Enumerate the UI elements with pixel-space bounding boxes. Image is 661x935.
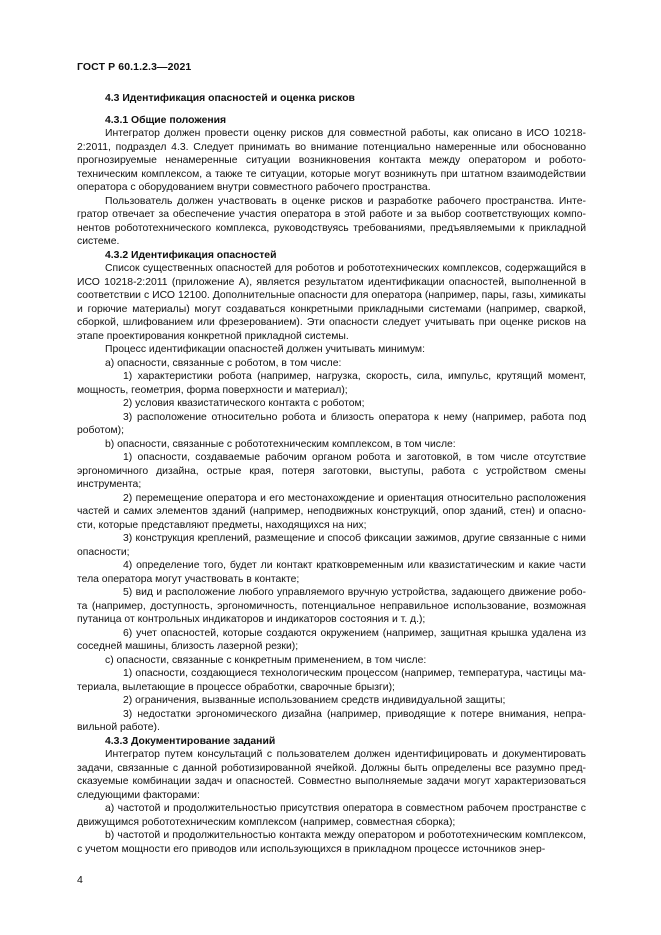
list-item: а) опасности, связанные с роботом, в том числе: bbox=[105, 357, 342, 369]
list-subitem: 3) недостатки эргономического дизайна (например, приводящие к потере внимания, неправильной работе). bbox=[77, 708, 586, 733]
list-subitem: 6) учет опасностей, которые создаются окружением (например, защитная крышка удалена из соседней машины, близость лазерной резки); bbox=[77, 627, 586, 652]
list-subitem: 2) ограничения, вызванные использованием средств индивидуальной защиты; bbox=[123, 695, 506, 706]
paragraph: Пользователь должен участвовать в оценке рисков и разработке рабочего пространства. Интегратор отвечает за обеспечение участия оператора в этой работе и за выбор соответствующих компонентов робототехнического комплекса, руководствуясь требованиями, предъявляемыми к прикладной системе. bbox=[77, 195, 586, 247]
list-subitem: 1) опасности, создаваемые рабочим органом робота и заготовкой, в том числе отсутствие эргономичного дизайна, острые края, потеря заготовки, выступы, работа с устройством смены инструмента; bbox=[77, 452, 586, 490]
list-subitem: 3) конструкция креплений, размещение и способ фиксации зажимов, другие связанные с ними опасности; bbox=[77, 533, 586, 558]
list-subitem: 4) определение того, будет ли контакт кратковременным или квазистатическим и какие части тела оператора могут участвовать в контакте; bbox=[77, 560, 586, 585]
paragraph: Интегратор путем консультаций с пользователем должен идентифицировать и документировать задачи, связанные с данной роботизированной ячейкой. Должны быть определены все разумно предсказуемые комбинации задач и опасностей. Совместно выполняемые задачи могут характеризоваться следующими факторами: bbox=[77, 749, 586, 801]
list-item: c) опасности, связанные с конкретным применением, в том числе: bbox=[105, 654, 427, 666]
subsection-heading-4-3-1: 4.3.1 Общие положения bbox=[105, 114, 227, 126]
page-number: 4 bbox=[77, 874, 83, 886]
paragraph: Список существенных опасностей для роботов и робототехнических комплексов, содержащийся в ИСО 10218-2:2011 (приложение А), является результатом идентификации опасностей, выполненной в соответствии с ИСО 12100. Дополнительные опасности для оператора (например, пары, газы, химикаты и горючие материалы) могут создаваться конкретными прикладными системами (например, сваркой, сборкой, шлифованием или фрезерованием). Эти опасности следует учитывать при оценке рисков на этапе проектирования конкретной прикладной системы. bbox=[77, 263, 586, 342]
list-item: b) частотой и продолжительностью контакта между оператором и робототехническим комплексом, с учетом мощности его приводов или использующихся в прикладном процессе источников энер- bbox=[77, 830, 586, 855]
list-item: а) частотой и продолжительностью присутствия оператора в совместном рабочем пространстве с движущимся робототехническим комплексом (например, совместная сборка); bbox=[77, 803, 586, 828]
subsection-heading-4-3-3: 4.3.3 Документирование заданий bbox=[105, 735, 276, 747]
list-item: b) опасности, связанные с робототехническим комплексом, в том числе: bbox=[105, 438, 456, 450]
subsection-heading-4-3-2: 4.3.2 Идентификация опасностей bbox=[105, 249, 277, 261]
list-subitem: 3) расположение относительно робота и близость оператора к нему (например, работа под роботом); bbox=[77, 411, 586, 436]
paragraph: Интегратор должен провести оценку рисков для совместной работы, как описано в ИСО 10218-2:2011, подраздел 4.3. Следует принимать во внимание потенциально намеренные или обоснованно прогнозируемые ненамеренные ситуации возникновения контакта между оператором и робототехническим комплексом, а также те ситуации, которые могут возникнуть при штатном взаимодействии оператора с оборудованием внутри совместного рабочего пространства. bbox=[77, 128, 586, 193]
list-subitem: 1) опасности, создающиеся технологическим процессом (например, температура, частицы материала, вылетающие в процессе обработки, сварочные брызги); bbox=[77, 668, 586, 693]
list-subitem: 1) характеристики робота (например, нагрузка, скорость, сила, импульс, крутящий момент, мощность, геометрия, форма поверхности и материал); bbox=[77, 371, 586, 396]
standard-designation: ГОСТ Р 60.1.2.3—2021 bbox=[77, 61, 192, 73]
list-subitem: 5) вид и расположение любого управляемого вручную устройства, задающего движение робота (например, доступность, эргономичность, потенциальное неправильное использование, возможная путаница от контрольных индикаторов и индикаторов состояния и т. д.); bbox=[77, 587, 586, 625]
paragraph: Процесс идентификации опасностей должен учитывать минимум: bbox=[105, 344, 425, 355]
list-subitem: 2) перемещение оператора и его местонахождение и ориентация относительно расположения частей и самих элементов зданий (например, неподвижных конструкций, опор зданий, стен) и опасности, которые представляют предметы, находящихся на них; bbox=[77, 492, 586, 531]
list-subitem: 2) условия квазистатического контакта с роботом; bbox=[123, 398, 365, 409]
section-heading-4-3: 4.3 Идентификация опасностей и оценка рисков bbox=[105, 93, 355, 104]
document-body bbox=[77, 92, 586, 856]
